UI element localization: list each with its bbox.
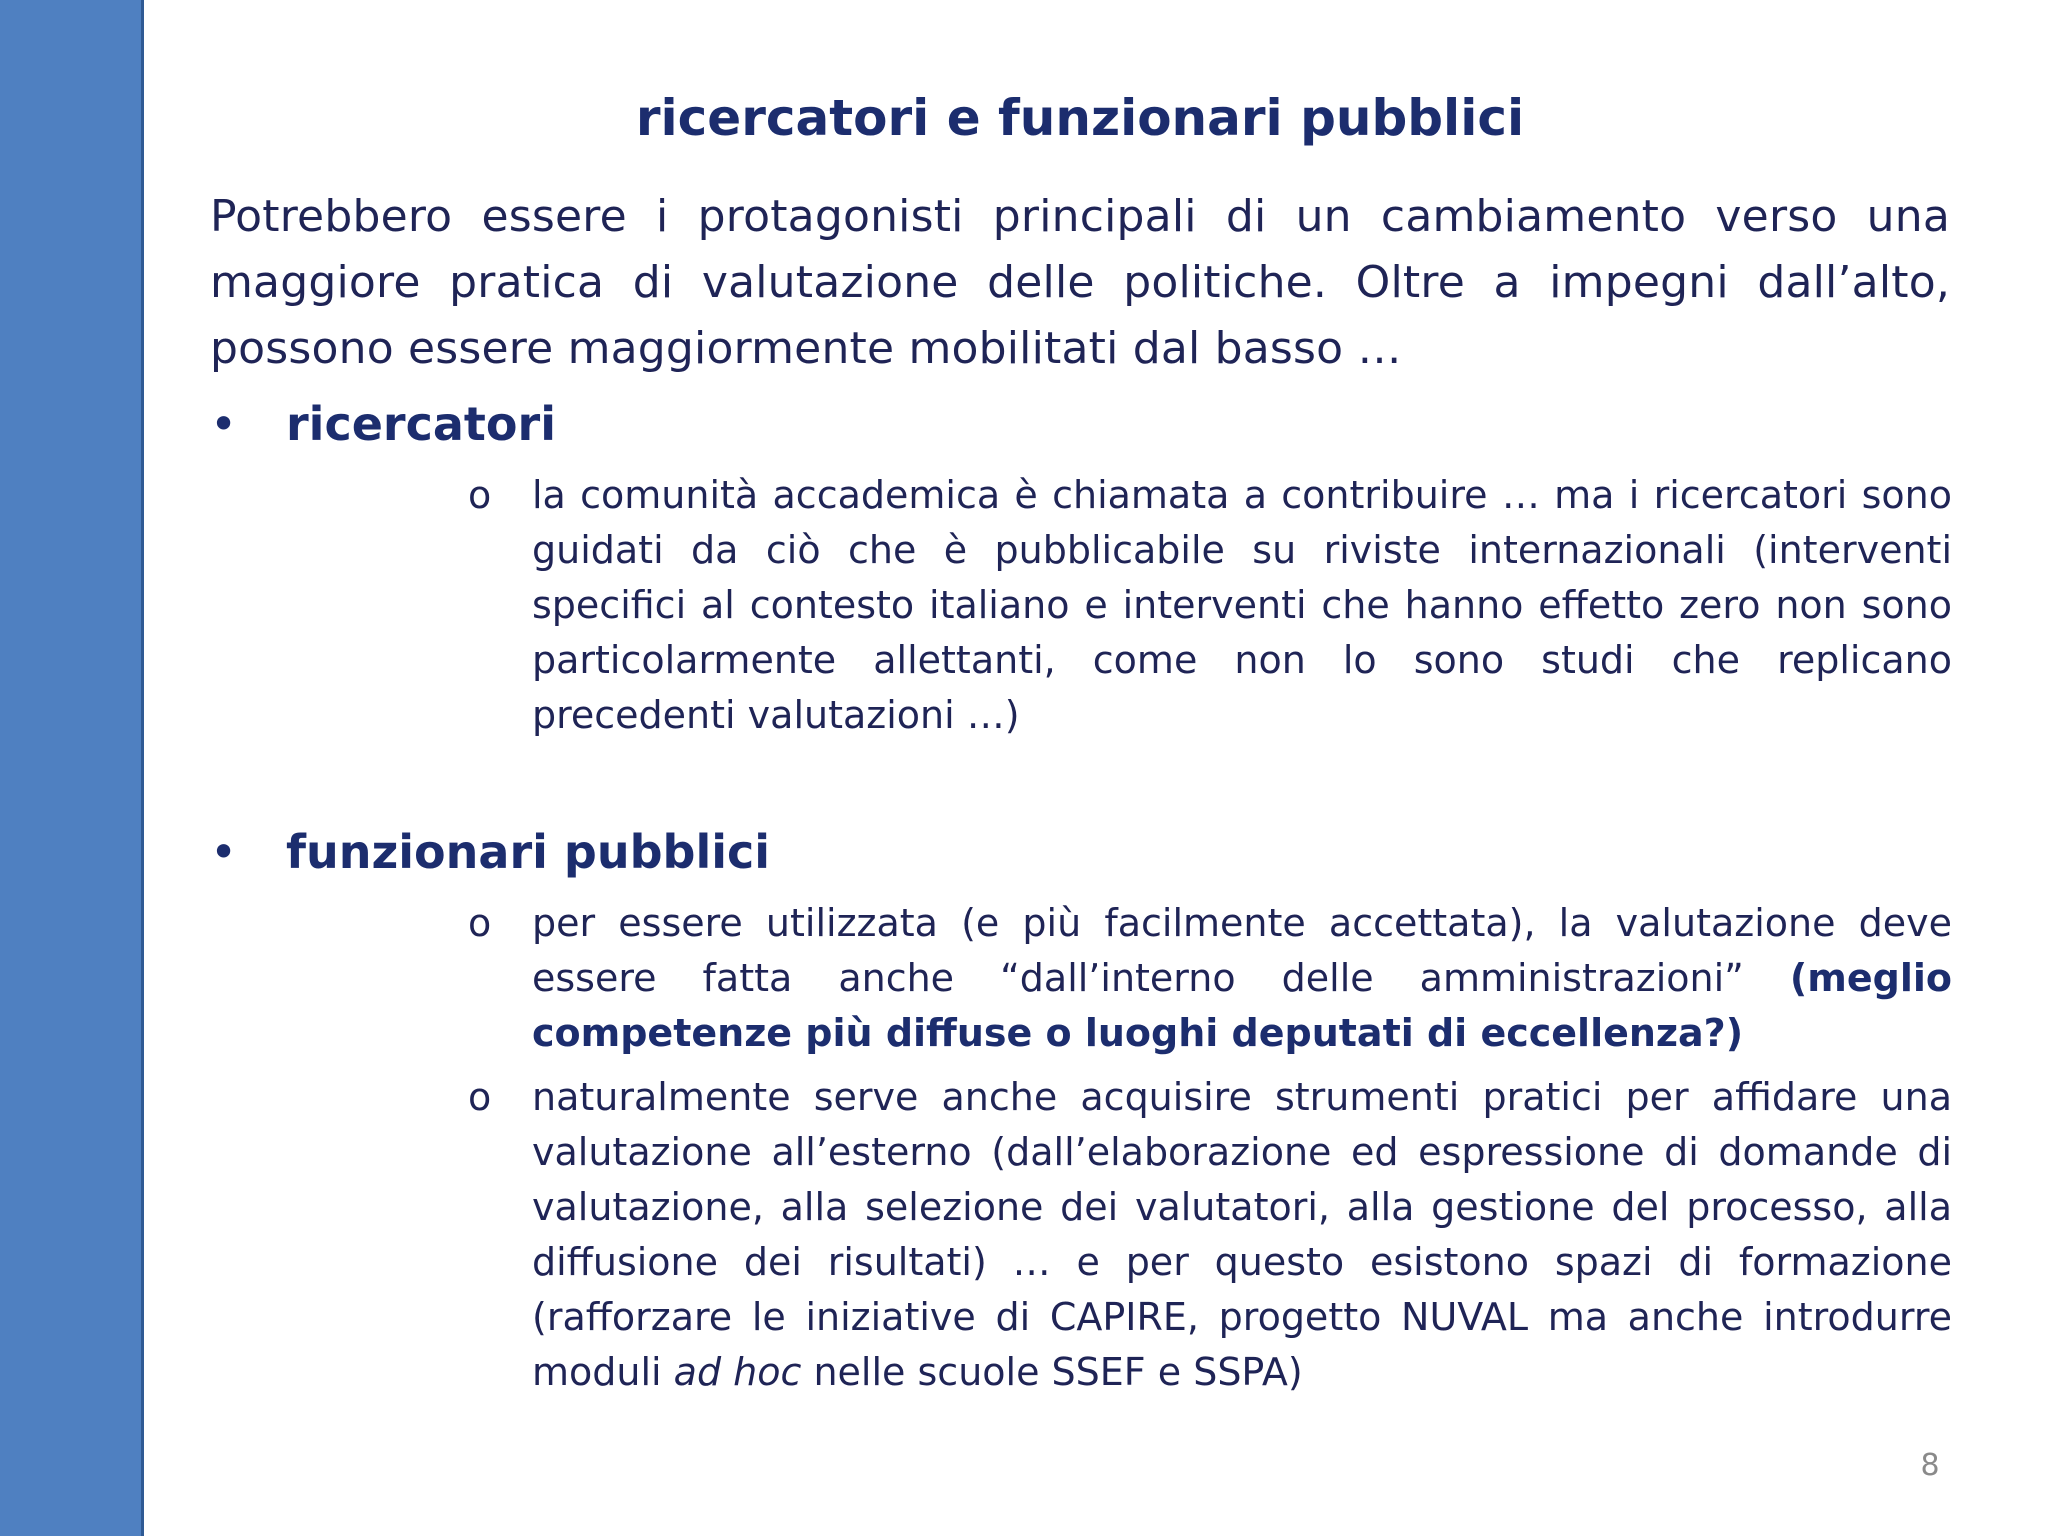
slide-title: ricercatori e funzionari pubblici	[635, 89, 1525, 147]
bullet-icon: •	[210, 397, 238, 451]
page-number: 8	[1920, 1448, 1940, 1483]
circle-bullet-icon: o	[468, 473, 492, 517]
sub-item-text	[532, 1070, 1952, 1400]
sub-item-text-regular: naturalmente serve anche acquisire strumenti pratici per affidare una valutazione all’esterno (dall’elaborazione ed espressione di domande di valutazione, alla selezione dei valutatori, alla gestione del processo, alla diffusione dei risultati) … e per questo esistono spazi di formazione (rafforzare le iniziative di CAPIRE, progetto NUVAL ma anche introdurre moduli	[532, 1075, 1952, 1394]
sidebar-accent-bar	[0, 0, 144, 1536]
bullet-ricercatori	[210, 394, 556, 454]
bullet-heading: funzionari pubblici	[286, 825, 771, 879]
circle-bullet-icon: o	[468, 1075, 492, 1119]
sub-item-text-bold: (meglio competenze più diffuse o luoghi deputati di eccellenza?)	[532, 956, 1952, 1055]
sub-item-text: la comunità accademica è chiamata a contribuire … ma i ricercatori sono guidati da ciò che è pubblicabile su riviste internazionali (interventi specifici al contesto italiano e interventi che hanno effetto zero non sono particolarmente allettanti, come non lo sono studi che replicano precedenti valutazioni …)	[532, 473, 1952, 737]
sub-item-text-regular: per essere utilizzata (e più facilmente accettata), la valutazione deve essere fatta anche “dall’interno delle amministrazioni”	[532, 901, 1952, 1000]
sub-item-funzionari-1	[468, 896, 1952, 1061]
intro-paragraph: Potrebbero essere i protagonisti principali di un cambiamento verso una maggiore pratica di valutazione delle politiche. Oltre a impegni dall’alto, possono essere maggiormente mobilitati dal basso …	[210, 191, 1950, 374]
sub-item-text-italic: ad hoc	[673, 1350, 802, 1394]
sub-item-ricercatori-1	[468, 468, 1952, 743]
bullet-funzionari-pubblici	[210, 822, 770, 882]
sub-item-text-regular-end: nelle scuole SSEF e SSPA)	[801, 1350, 1303, 1394]
sub-item-funzionari-2	[468, 1070, 1952, 1400]
bullet-heading: ricercatori	[286, 397, 556, 451]
bullet-icon: •	[210, 825, 238, 879]
sub-item-text	[532, 896, 1952, 1061]
circle-bullet-icon: o	[468, 901, 492, 945]
